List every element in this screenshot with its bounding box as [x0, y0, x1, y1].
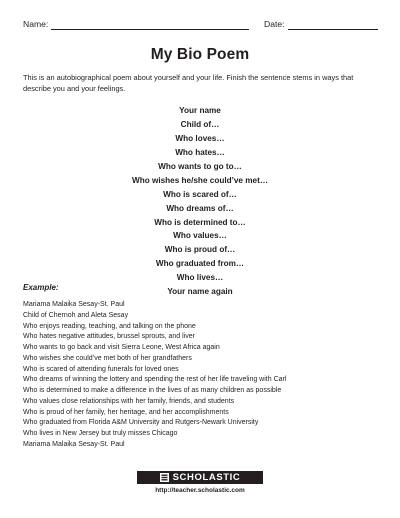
stem-line: Your name [179, 106, 221, 115]
stem-line: Who dreams of… [166, 203, 234, 213]
stem-line: Who is proud of… [164, 245, 236, 255]
stem-line: Who is determined to… [154, 217, 246, 227]
stem-line: Who wishes he/she could’ve met… [131, 175, 269, 185]
example-line: Who is scared of attending funerals for loved ones [23, 365, 179, 373]
scholastic-logo [137, 471, 263, 484]
stem-line: Who loves… [175, 133, 225, 143]
header-fields [0, 19, 400, 33]
stem-line: Child of… [180, 119, 220, 129]
page-title: My Bio Poem [150, 46, 250, 63]
date-field[interactable] [288, 29, 378, 30]
example-line: Who values close relationships with her family, friends, and students [23, 397, 235, 405]
stem-line: Who hates… [175, 147, 225, 157]
stem-line: Who graduated from… [155, 259, 245, 269]
example-label: Example: [23, 283, 59, 292]
example-line: Who graduated from Florida A&M University and Rutgers-Newark University [23, 419, 259, 427]
sentence-stems [0, 104, 400, 299]
scholastic-logo-icon [160, 473, 169, 482]
example-line: Mariama Malaika Sesay-St. Paul [23, 440, 125, 448]
example-line: Who enjoys reading, teaching, and talking on the phone [23, 322, 196, 330]
example-line: Child of Chernoh and Aleta Sesay [23, 311, 129, 319]
scholastic-logo-text: SCHOLASTIC [172, 472, 241, 483]
name-label: Name: [23, 19, 49, 29]
example-line: Mariama Malaika Sesay-St. Paul [23, 301, 125, 308]
stem-line: Who lives… [176, 273, 224, 283]
example-line: Who lives in New Jersey but truly misses Chicago [23, 430, 178, 437]
example-line: Who is determined to make a difference in the lives of as many children as possible [23, 387, 282, 394]
example-line: Who wants to go back and visit Sierra Leone, West Africa again [23, 344, 220, 351]
example-poem [23, 300, 393, 451]
example-line: Who dreams of winning the lottery and spending the rest of her life traveling with Carl [23, 376, 287, 384]
date-label: Date: [264, 19, 285, 29]
example-line: Who is proud of her family, her heritage, and her accomplishments [23, 408, 229, 416]
example-line: Who wishes she could’ve met both of her grandfathers [23, 354, 192, 362]
intro-text: This is an autobiographical poem about yourself and your life. Finish the sentence stems in ways that describe you and your feelings. [23, 73, 354, 94]
name-field[interactable] [51, 29, 249, 30]
stem-line: Who values… [173, 231, 227, 241]
stem-line: Who is scared of… [163, 189, 237, 199]
footer-url[interactable]: http://teacher.scholastic.com [155, 487, 245, 494]
example-line: Who hates negative attitudes, brussel sprouts, and liver [23, 333, 195, 341]
stem-line: Who wants to go to… [158, 161, 242, 171]
stem-line: Your name again [167, 287, 233, 297]
